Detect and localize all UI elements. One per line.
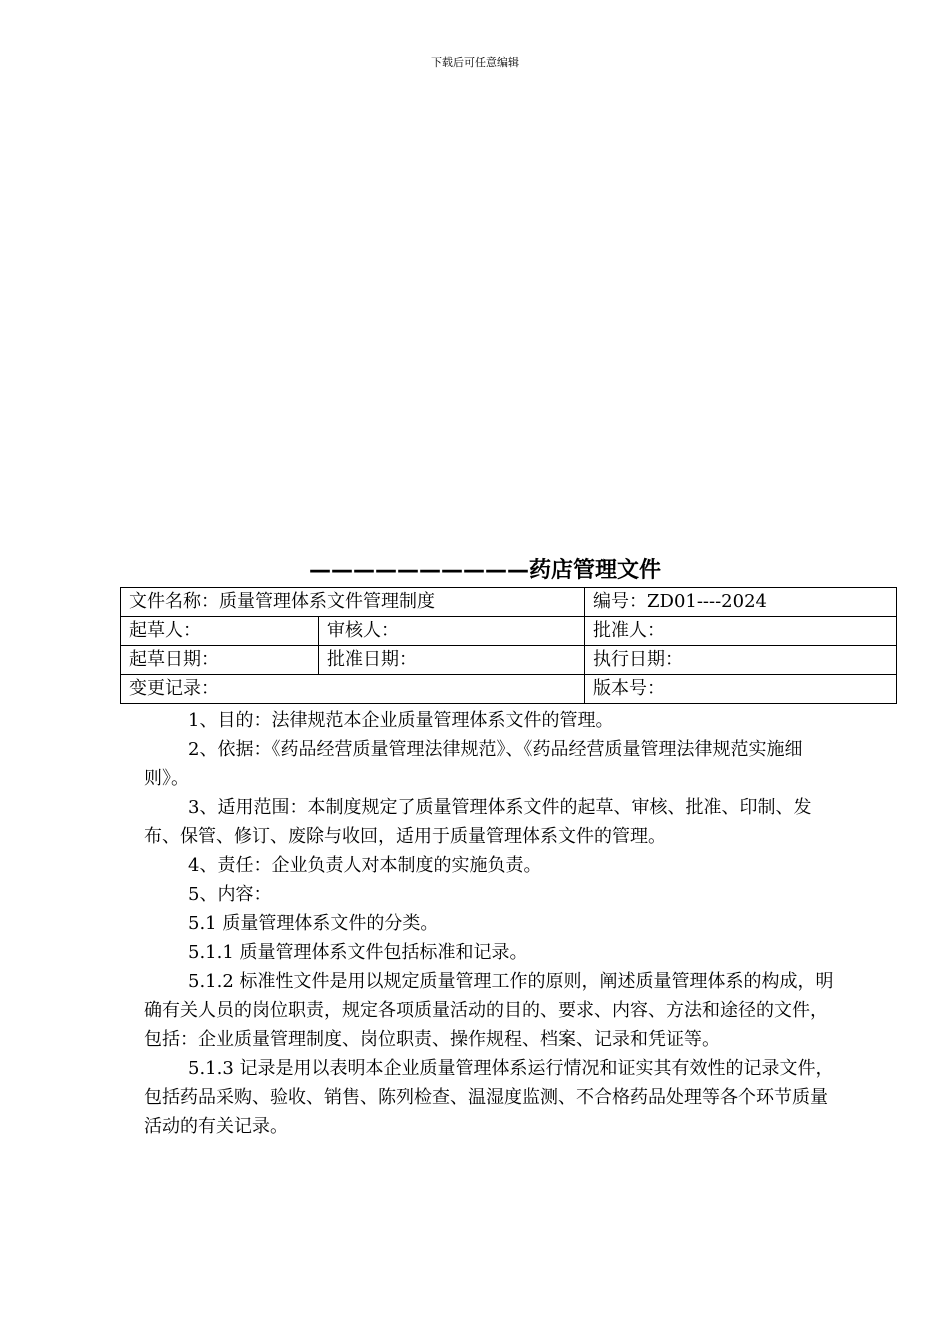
change-record-cell: 变更记录： [121, 675, 585, 704]
document-info-table [120, 587, 897, 704]
table-row [121, 617, 897, 646]
file-name-cell: 文件名称：质量管理体系文件管理制度 [121, 588, 585, 617]
page-header-note: 下载后可任意编辑 [431, 56, 519, 69]
paragraph-basis: 2、依据：《药品经营质量管理法律规范》、《药品经营质量管理法律规范实施细则》。 [144, 739, 803, 789]
draft-date-cell: 起草日期： [121, 646, 319, 675]
paragraph-5-1-3: 5.1.3 记录是用以表明本企业质量管理体系运行情况和证实其有效性的记录文件，包括药品采购、验收、销售、陈列检查、温湿度监测、不合格药品处理等各个环节质量活动的有关记录。 [144, 1058, 834, 1137]
paragraph-scope: 3、适用范围：本制度规定了质量管理体系文件的起草、审核、批准、印制、发布、保管、修订、废除与收回，适用于质量管理体系文件的管理。 [144, 797, 812, 847]
version-cell: 版本号： [585, 675, 897, 704]
paragraph-5-1: 5.1 质量管理体系文件的分类。 [188, 913, 439, 934]
approver-cell: 批准人： [585, 617, 897, 646]
paragraph-5-1-2: 5.1.2 标准性文件是用以规定质量管理工作的原则，阐述质量管理体系的构成，明确有关人员的岗位职责，规定各项质量活动的目的、要求、内容、方法和途径的文件，包括：企业质量管理制度、岗位职责、操作规程、档案、记录和凭证等。 [144, 971, 834, 1050]
table-row [121, 646, 897, 675]
approve-date-cell: 批准日期： [319, 646, 585, 675]
table-row [121, 675, 897, 704]
code-cell: 编号：ZD01----2024 [585, 588, 897, 617]
exec-date-cell: 执行日期： [585, 646, 897, 675]
table-row [121, 588, 897, 617]
document-title: ——————————药店管理文件 [308, 558, 661, 583]
paragraph-purpose: 1、目的：法律规范本企业质量管理体系文件的管理。 [188, 710, 614, 731]
paragraph-responsibility: 4、责任：企业负责人对本制度的实施负责。 [188, 855, 542, 876]
reviewer-cell: 审核人： [319, 617, 585, 646]
document-body [144, 706, 834, 1141]
paragraph-content: 5、内容： [188, 884, 272, 905]
paragraph-5-1-1: 5.1.1 质量管理体系文件包括标准和记录。 [188, 942, 528, 963]
drafter-cell: 起草人： [121, 617, 319, 646]
